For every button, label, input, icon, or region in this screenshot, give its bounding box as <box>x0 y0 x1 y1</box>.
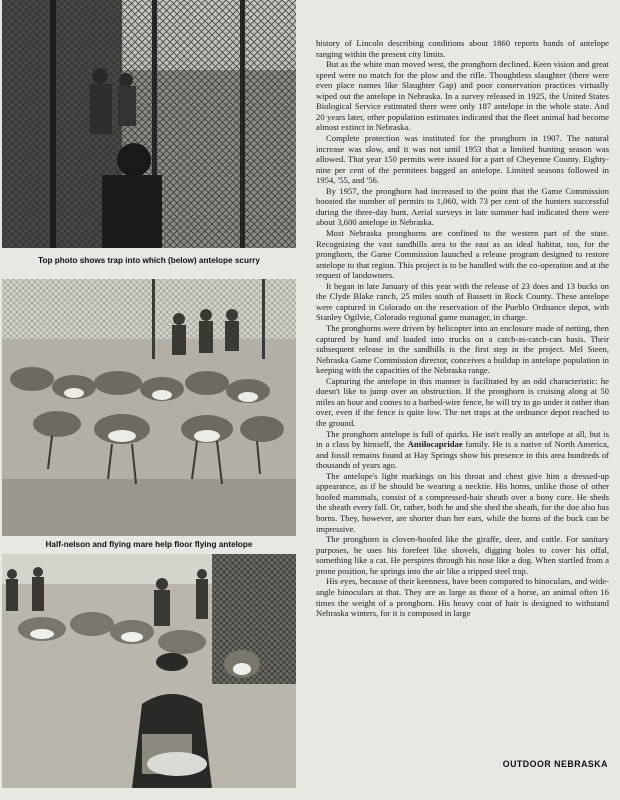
article-paragraph: Most Nebraska pronghorns are confined to the western part of the state. Recognizing the vast sandhills area to the east as an ideal habitat, too, for the pronghorn, the Game Commission launched a release program designed to restore antelope to that region. This project is to be handled with the co-operation and at the request of landowners. <box>316 228 609 281</box>
article-text-column <box>316 38 609 619</box>
family-name: Antilocapridae <box>407 439 463 450</box>
article-paragraph: history of Lincoln describing conditions about 1860 reports bands of antelope ranging within the present city limits. <box>316 38 609 59</box>
article-paragraph: Complete protection was instituted for the pronghorn in 1907. The natural increase was slow, and it was not until 1953 that a limited hunting season was allowed. That year 150 permits were issued for a part of Cheyenne County. Eighty-nine per cent of the permitees bagged an antelope. Limited seasons followed in 1954, '55, and '56. <box>316 133 609 186</box>
article-paragraph: His eyes, because of their keenness, have been compared to binoculars, and wide-angle binoculars at that. They are as large as those of a horse, an animal often 16 times the weight of a pronghorn. His heavy coat of hair is designed to withstand Nebraska winters, for it is composed in large <box>316 576 609 619</box>
article-paragraph: The pronghorn is cloven-hoofed like the giraffe, deer, and cattle. For sanitary purposes, he uses his forefeet like shovels, digging holes to cover his offal, something like a cat. He perspires through his nose like a dog. When startled from a prone position, he springs into the air like a tripped steel trap. <box>316 534 609 576</box>
photo-antelope-capture-image <box>2 554 296 788</box>
photo-antelope-herd <box>2 279 296 536</box>
article-paragraph-quirks <box>316 429 609 471</box>
magazine-footer: OUTDOOR NEBRASKA <box>502 759 608 769</box>
photo-antelope-trap-image <box>2 0 296 248</box>
photo-antelope-trap <box>2 0 296 248</box>
quirks-text-before: The pronghorn antelope is full of quirks. He isn't really an antelope at all, but is in a class by himself, the <box>316 428 609 450</box>
article-paragraph: It began in late January of this year with the release of 23 does and 13 bucks on the Clyde Blake ranch, 25 miles south of Bassett in Rock County. These antelope were captured in Colorado on the reservation of the Pueblo Ordnance depot, with Stanley Ogilvie, Colorado regional game manager, in charge. <box>316 280 609 323</box>
article-paragraph: By 1957, the pronghorn had increased to the point that the Game Commission boosted the number of permits to 1,060, with 73 per cent of the hunters successful during the three-day hunt. Aerial surveys in late summer had indicated there were about 3,600 antelope in Nebraska. <box>316 185 609 228</box>
photo-antelope-herd-image <box>2 279 296 536</box>
quirks-text-after: family. He is a native of North America, and fossil remains found at Hay Springs show his presence in this area hundreds of thousands of years ago. <box>316 439 609 471</box>
article-paragraph: The antelope's light markings on his throat and chest give him a dressed-up appearance, as if he should be wearing a necktie. His horns, unlike those of other hoofed mammals, consist of a compressed-hair sheath over a bony core. He sheds the sheath every fall. Or, rather, both he and she shed the sheath, for the doe also has horns. They, however, are shorter than her ears, while the horns of the buck can be impressive. <box>316 470 609 534</box>
photo-antelope-capture <box>2 554 296 788</box>
article-paragraph: The pronghorns were driven by helicopter into an enclosure made of netting, then captured by hand and loaded into trucks on a catch-as-catch-can basis. Their subsequent release in the sandhills is the first step in the project. Mel Steen, Nebraska Game Commission director, conceives a buildup in antelope population in keeping with the capacities of the Nebraska range. <box>316 323 609 376</box>
article-paragraph: But as the white man moved west, the pronghorn declined. Keen vision and great speed were no match for the plow and the rifle. Thoughtless slaughter (there were even place names like Slaughter Gap) and poor conservation practices virtually wiped out the antelope in Nebraska. In a survey released in 1925, the United States Biological Service estimated there were only 187 antelope in the whole state. And 20 years later, other population estimates indicated that the fleet animal had become almost extinct in Nebraska. <box>316 59 609 133</box>
photo-caption-top: Top photo shows trap into which (below) antelope scurry <box>38 256 260 265</box>
photo-caption-middle: Half-nelson and flying mare help floor flying antelope <box>45 540 253 549</box>
article-paragraph: Capturing the antelope in this manner is facilitated by an odd characteristic: he doesn't like to jump over an obstruction. If the pronghorn is cruising along at 50 miles an hour and comes to a barbed-wire fence, he will try to go under it rather than over, even if the fence is quite low. The net traps at the ordnance depot reached to the ground. <box>316 375 609 429</box>
